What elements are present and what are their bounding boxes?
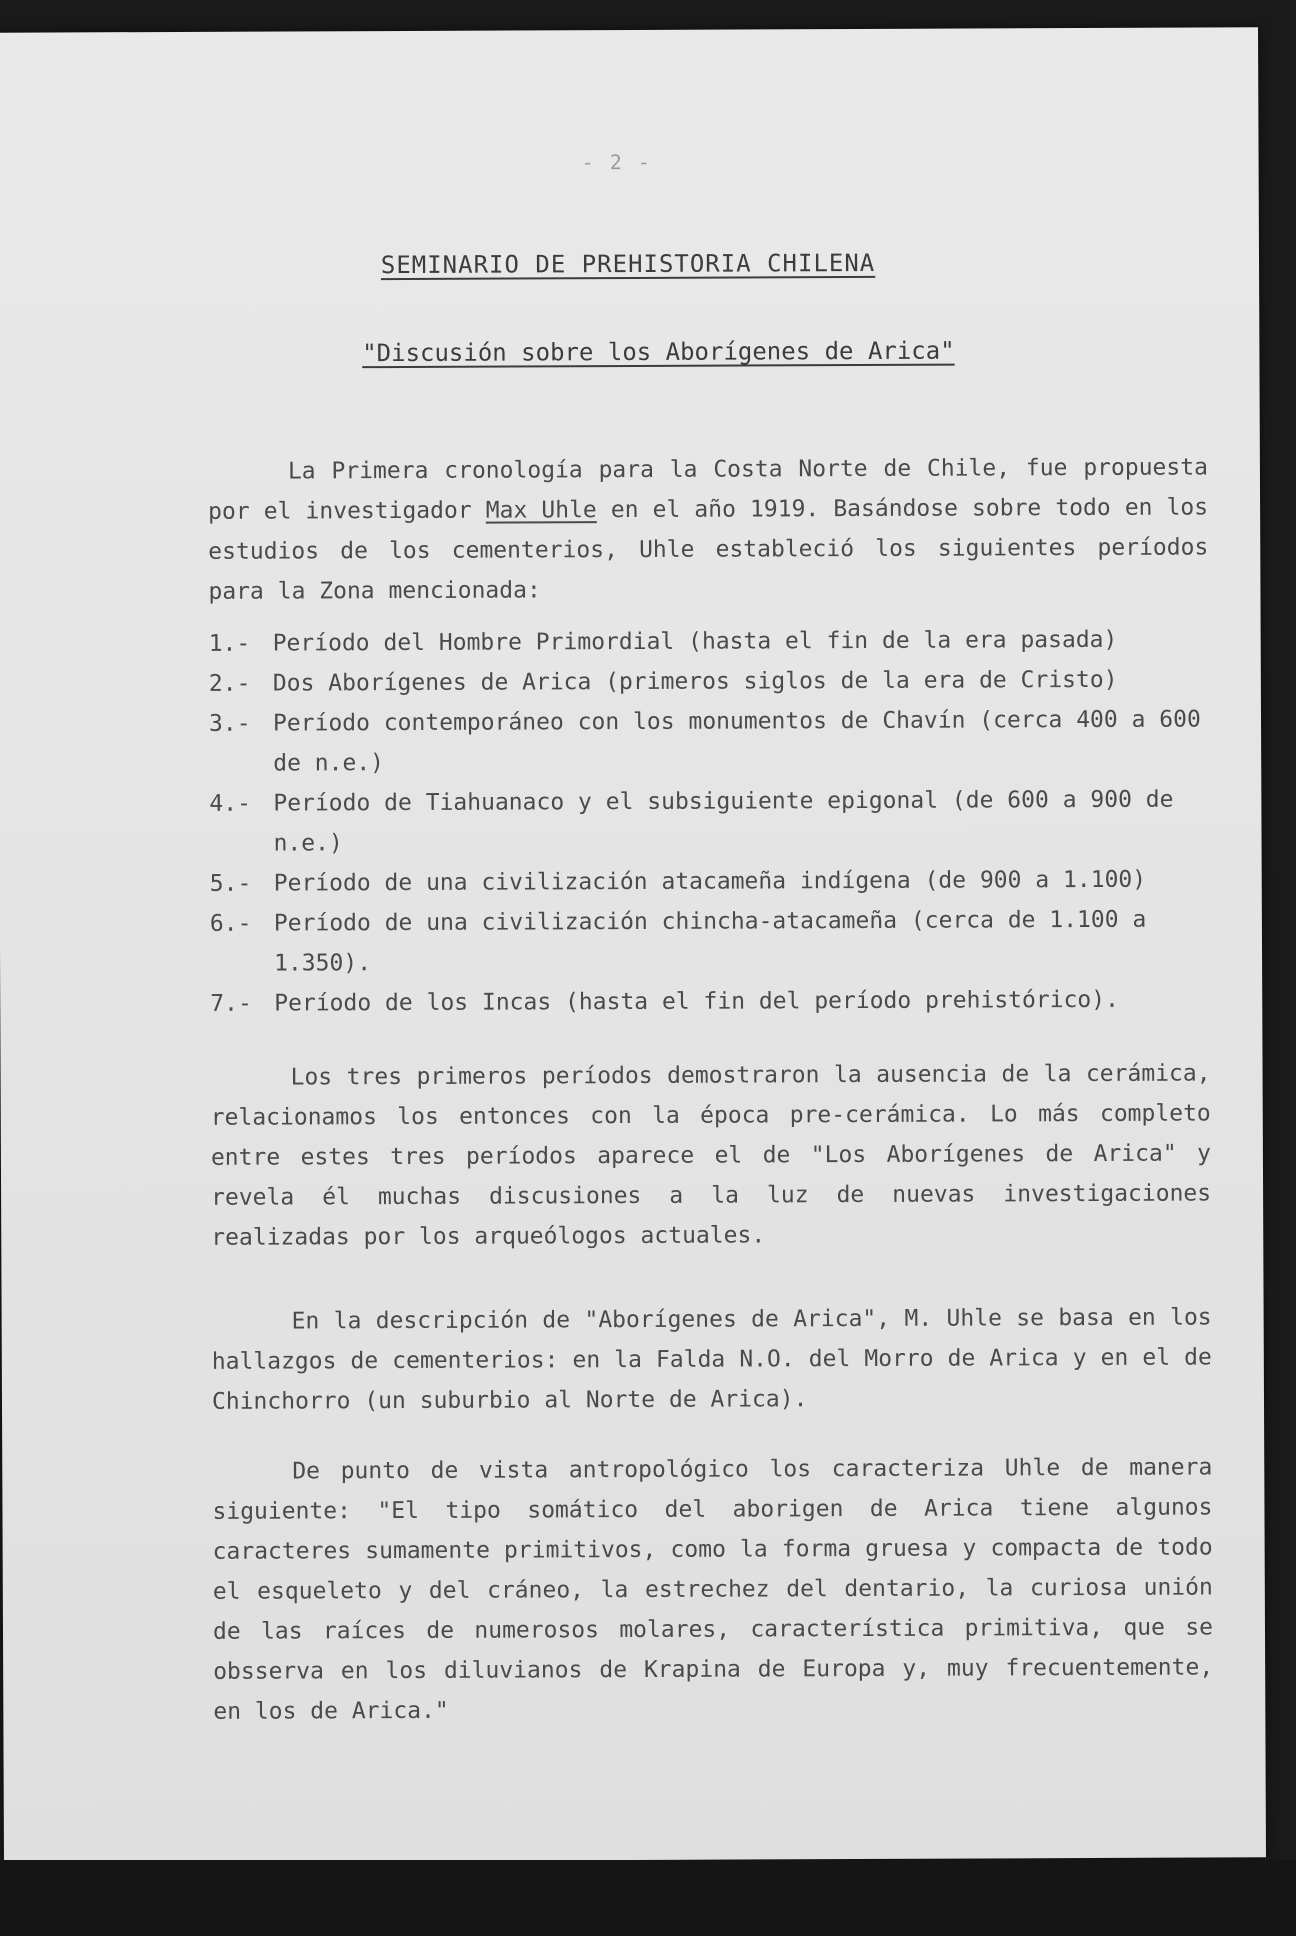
list-item (210, 899, 1210, 983)
list-item-number: 3.- (208, 710, 251, 737)
intro-after-name: en el año 1919. Basándose sobre todo en los estudios de los cementerios, Uhle estableció los siguientes períodos para la Zona mencionada: (208, 494, 1209, 605)
paragraph-text: En la descripción de "Aborígenes de Arica", M. Uhle se basa en los hallazgos de cementerios: en la Falda N.O. del Morro de Arica y en el de Chinchorro (un suburbio al Norte de Arica). (211, 1304, 1212, 1415)
intro-before-name: La Primera cronología para la Costa Norte de Chile, fue propuesta por el investigador (208, 454, 1208, 525)
list-item-number: 4.- (209, 790, 251, 817)
list-item-number: 1.- (208, 630, 251, 657)
list-item-number: 5.- (209, 870, 252, 897)
typed-document-page (0, 27, 1266, 1862)
page-number: - 2 - (581, 149, 652, 175)
list-item-text: Período de Tiahuanaco y el subsiguiente epigonal (de 600 a 900 de n.e.) (273, 786, 1174, 857)
list-item (210, 859, 1210, 903)
list-item-number: 6.- (209, 910, 252, 937)
list-item (209, 659, 1209, 703)
paragraph-ceramic-periods (210, 1053, 1211, 1257)
list-item-text: Período contemporáneo con los monumentos de Chavín (cerca 400 a 600 de n.e.) (272, 706, 1201, 777)
document-subtitle: "Discusión sobre los Aborígenes de Arica" (362, 336, 955, 368)
paragraph-text: Los tres primeros períodos demostraron la ausencia de la cerámica, relacionamos los entonces con la época pre-cerámica. Lo más completo entre estes tres períodos aparece el de "Los Aborígenes de Arica" y revela él muchas discusiones a la luz de nuevas investigaciones realizadas por los arqueólogos actuales. (210, 1060, 1212, 1251)
list-item (209, 699, 1209, 783)
researcher-name: Max Uhle (485, 497, 597, 524)
intro-paragraph (208, 447, 1209, 611)
periods-list (209, 619, 1211, 1023)
list-item (210, 979, 1210, 1023)
list-item-text: Período de una civilización chincha-atacameña (cerca de 1.100 a 1.350). (273, 906, 1147, 977)
document-title: SEMINARIO DE PREHISTORIA CHILENA (380, 248, 876, 280)
intro-text (208, 447, 1209, 611)
list-item-text: Dos Aborígenes de Arica (primeros siglos de la era de Cristo) (272, 666, 1118, 697)
list-item-text: Período de una civilización atacameña indígena (de 900 a 1.100) (273, 866, 1147, 897)
dark-background-edge (0, 1860, 1296, 1936)
list-item (209, 779, 1209, 863)
list-item-number: 7.- (210, 990, 252, 1017)
paragraph-anthropology (212, 1447, 1213, 1731)
list-item-text: Período de los Incas (hasta el fin del período prehistórico). (274, 986, 1119, 1017)
paragraph-text: De punto de vista antropológico los caracteriza Uhle de manera siguiente: "El tipo somático del aborigen de Arica tiene algunos caracteres sumamente primitivos, como la forma gruesa y compacta de todo el esqueleto y del cráneo, la estrechez del dentario, la curiosa unión de las raíces de numerosos molares, característica primitiva, que se obsserva en los diluvianos de Krapina de Europa y, muy frecuentemente, en los de Arica." (212, 1454, 1214, 1725)
paragraph-cemeteries (212, 1297, 1213, 1421)
list-item-number: 2.- (208, 670, 251, 697)
list-item (209, 619, 1209, 663)
list-item-text: Período del Hombre Primordial (hasta el fin de la era pasada) (272, 626, 1118, 657)
